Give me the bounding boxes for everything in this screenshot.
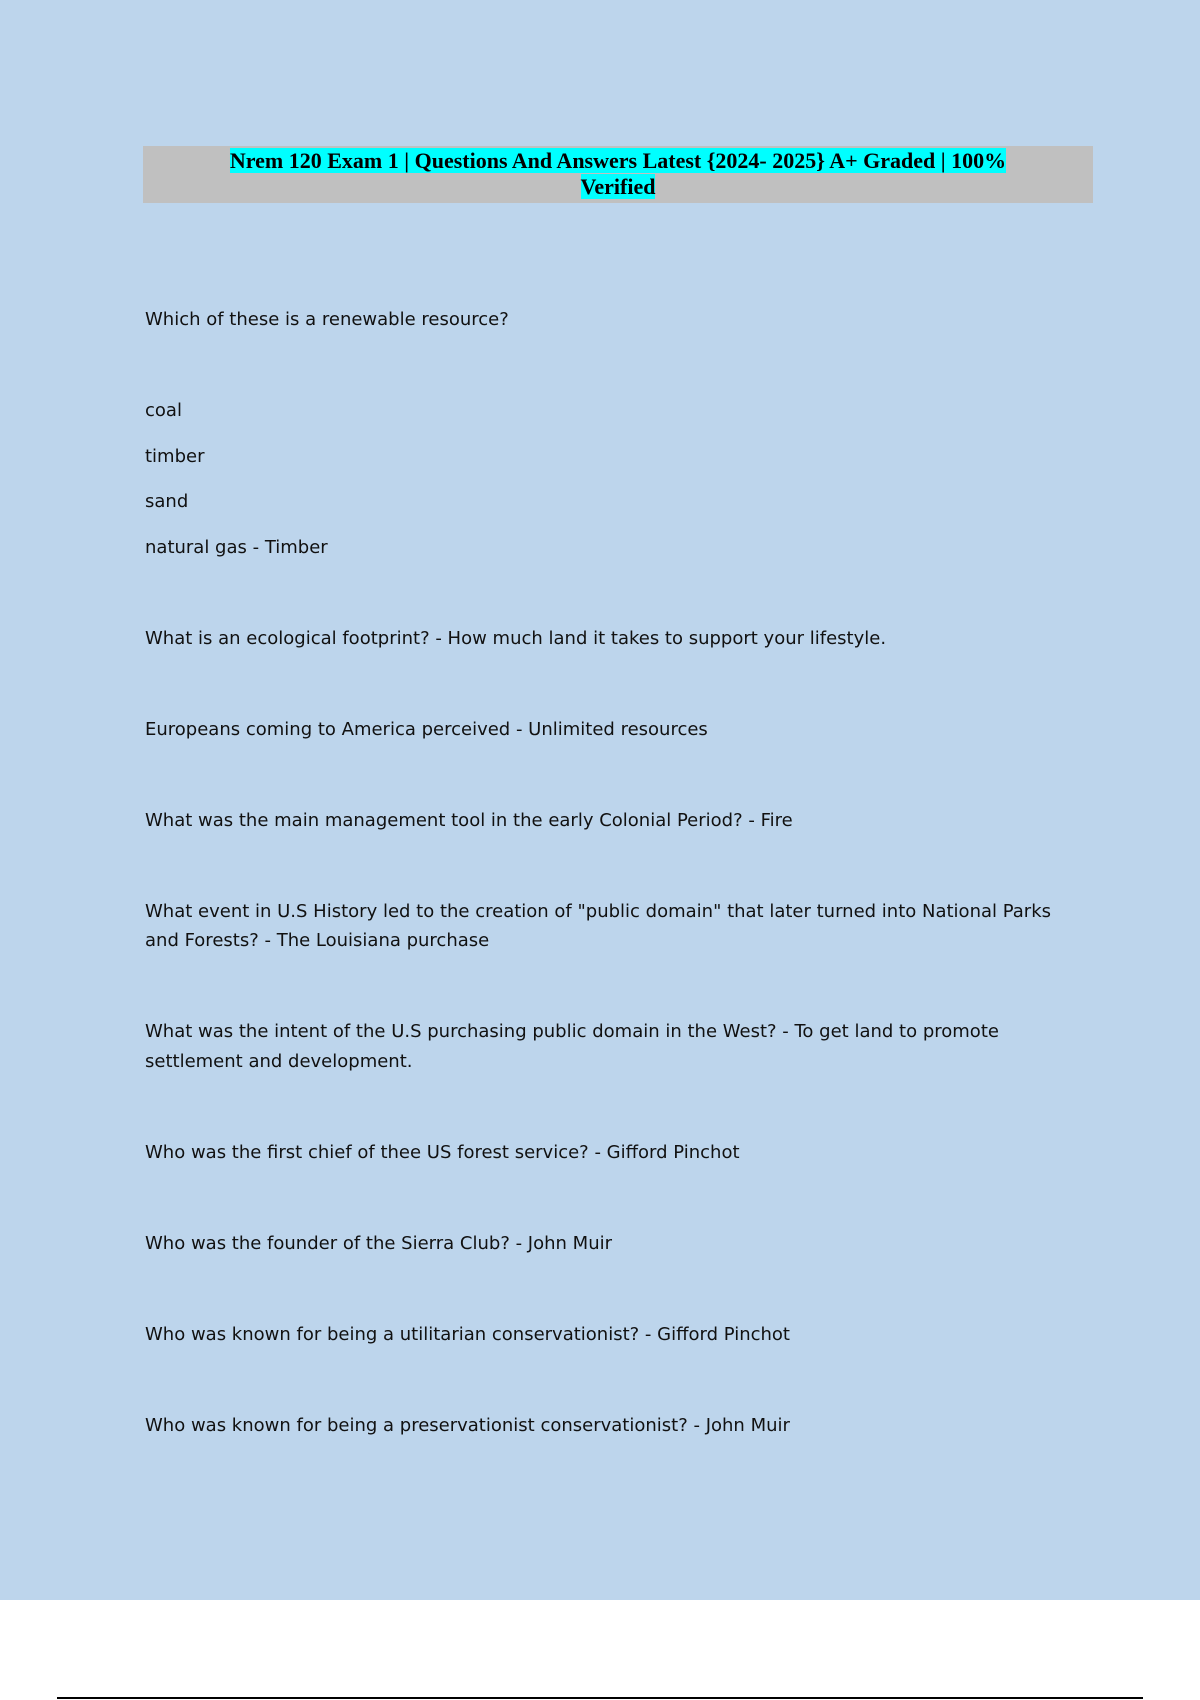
- option-sand: sand: [145, 491, 189, 512]
- option-timber: timber: [145, 446, 205, 467]
- footer-divider: [57, 1697, 1143, 1699]
- question-ecological-footprint: What is an ecological footprint? - How much land it takes to support your lifestyle.: [145, 628, 887, 649]
- question-renewable-resource: Which of these is a renewable resource?: [145, 309, 509, 330]
- question-intent-line-2: settlement and development.: [145, 1051, 413, 1072]
- question-preservationist-conservationist: Who was known for being a preservationist conservationist? - John Muir: [145, 1415, 790, 1436]
- document-title-line-1: [143, 148, 1093, 174]
- option-natural-gas-answer: natural gas - Timber: [145, 537, 328, 558]
- question-management-tool: What was the main management tool in the early Colonial Period? - Fire: [145, 810, 793, 831]
- question-public-domain-line-1: What event in U.S History led to the creation of "public domain" that later turned into National Parks: [145, 901, 1052, 922]
- question-intent-line-1: What was the intent of the U.S purchasing public domain in the West? - To get land to promote: [145, 1021, 999, 1042]
- title-highlight: Verified: [580, 174, 656, 199]
- question-europeans-perceived: Europeans coming to America perceived - Unlimited resources: [145, 719, 708, 740]
- option-coal: coal: [145, 400, 182, 421]
- title-highlight: Nrem 120 Exam 1 | Questions And Answers Latest {2024- 2025} A+ Graded | 100%: [229, 148, 1007, 173]
- document-title-bar: [143, 146, 1093, 203]
- document-title-line-2: [143, 174, 1093, 200]
- question-sierra-club-founder: Who was the founder of the Sierra Club? - John Muir: [145, 1233, 613, 1254]
- question-utilitarian-conservationist: Who was known for being a utilitarian conservationist? - Gifford Pinchot: [145, 1324, 790, 1345]
- question-first-chief: Who was the first chief of thee US forest service? - Gifford Pinchot: [145, 1142, 740, 1163]
- question-public-domain-line-2: and Forests? - The Louisiana purchase: [145, 930, 490, 951]
